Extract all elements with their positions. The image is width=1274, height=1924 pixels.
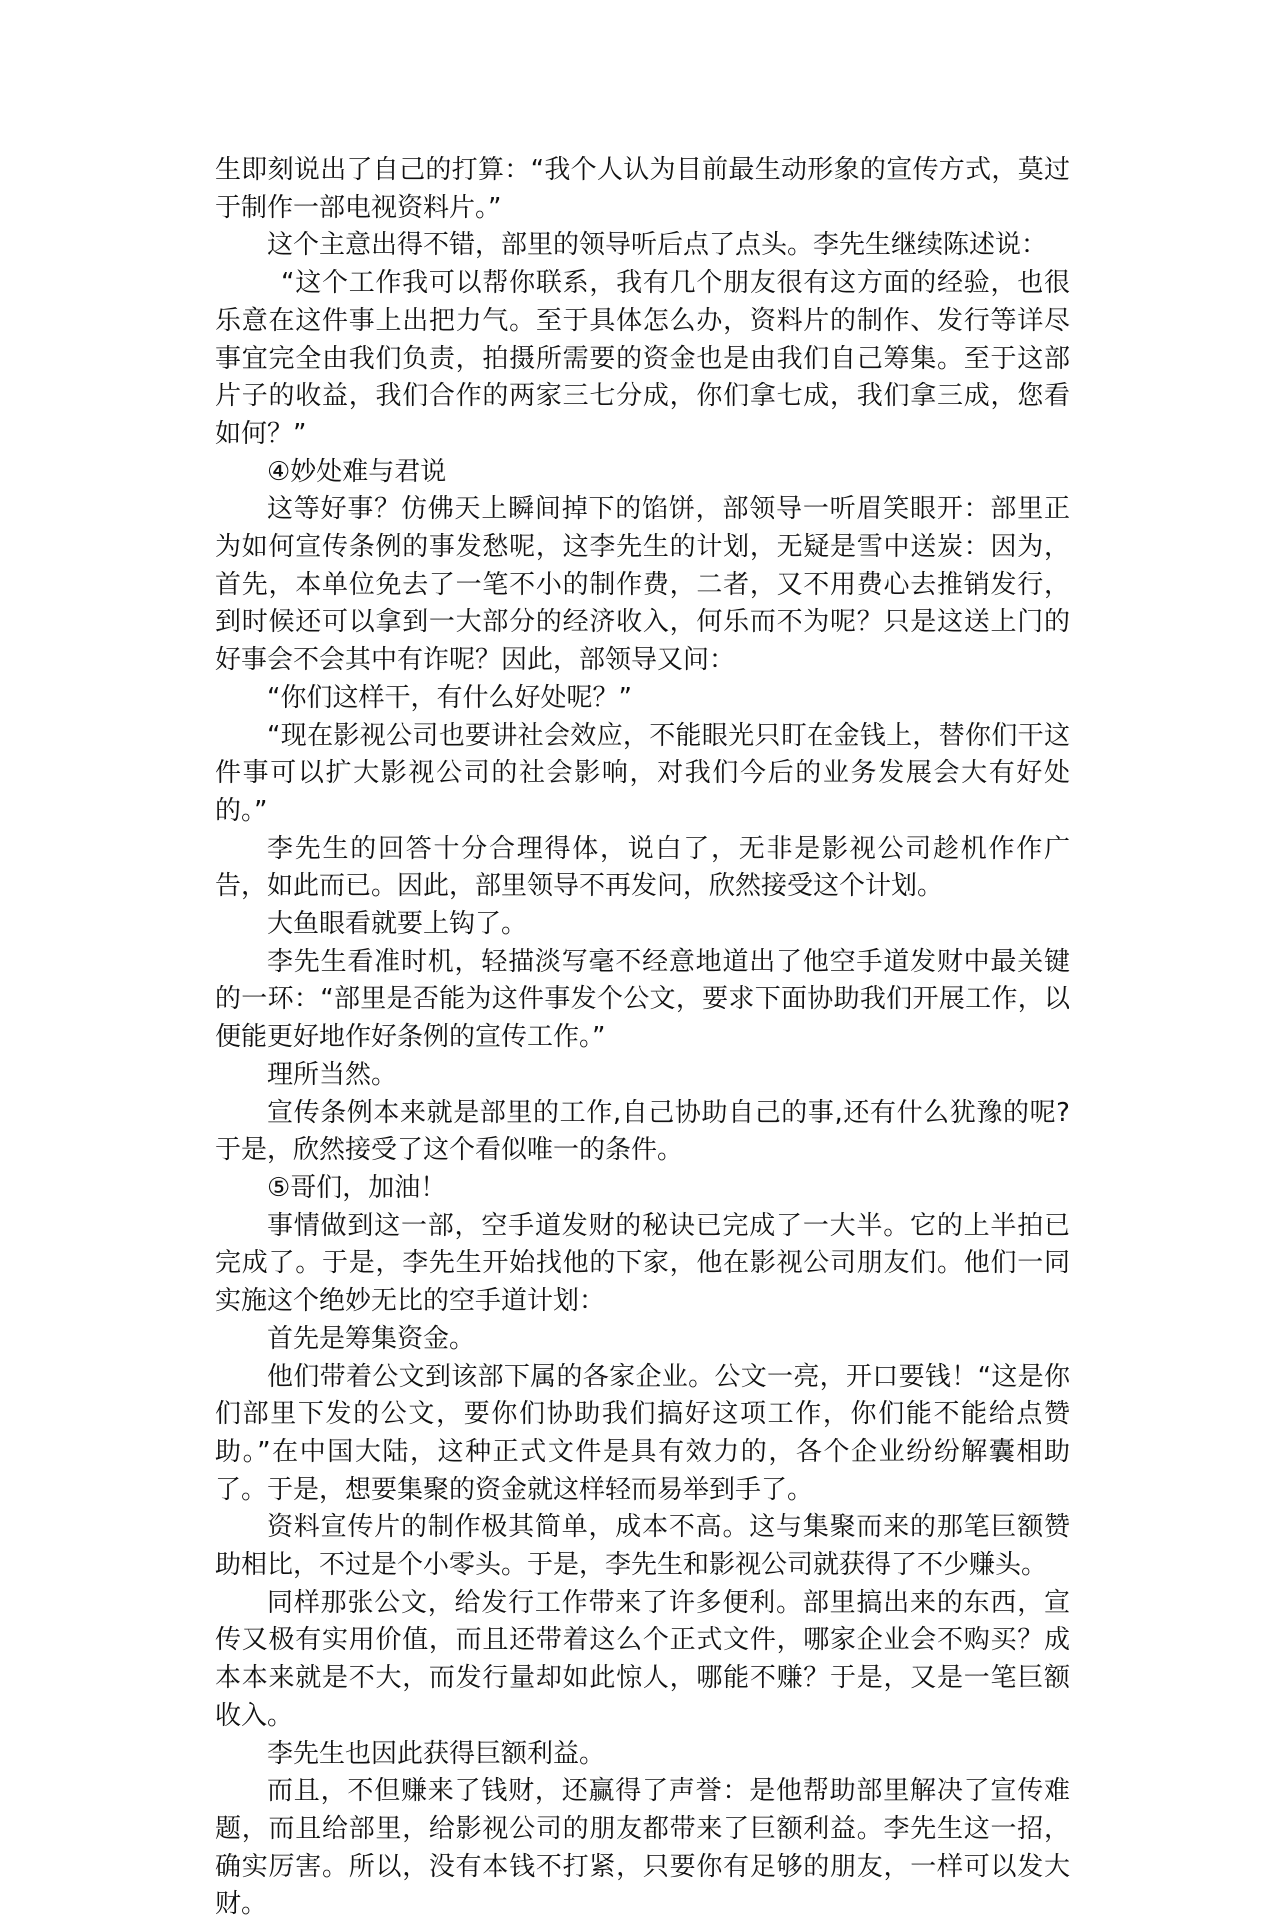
paragraph: 首先是筹集资金。 (267, 1323, 476, 1354)
paragraph: 而且，不但赚来了钱财，还赢得了声誉：是他帮助部里解决了宣传难题，而且给部里，给影视公司的朋友都带来了巨额利益。李先生这一招，确实厉害。所以，没有本钱不打紧，只要你有足够的朋友，一样可以发大财。 (215, 1776, 1070, 1920)
paragraph: “你们这样干，有什么好处呢？” (267, 682, 632, 713)
paragraph: 同样那张公文，给发行工作带来了许多便利。部里搞出来的东西，宣传又极有实用价值，而且还带着这么个正式文件，哪家企业会不购买？成本本来就是不大，而发行量却如此惊人，哪能不赚？于是，又是一笔巨额收入。 (215, 1587, 1070, 1731)
paragraph: 资料宣传片的制作极其简单，成本不高。这与集聚而来的那笔巨额赞助相比，不过是个小零头。于是，李先生和影视公司就获得了不少赚头。 (215, 1512, 1070, 1581)
paragraph: 大鱼眼看就要上钩了。 (267, 909, 528, 940)
paragraph: 事情做到这一部，空手道发财的秘诀已完成了一大半。它的上半拍已完成了。于是，李先生开始找他的下家，他在影视公司朋友们。他们一同实施这个绝妙无比的空手道计划： (215, 1210, 1070, 1317)
section-heading: ④妙处难与君说 (267, 456, 447, 487)
paragraph: 这等好事？仿佛天上瞬间掉下的馅饼，部领导一听眉笑眼开：部里正为如何宣传条例的事发愁呢，这李先生的计划，无疑是雪中送炭：因为，首先，本单位免去了一笔不小的制作费，二者，又不用费心去推销发行，到时候还可以拿到一大部分的经济收入，何乐而不为呢？只是这送上门的好事会不会其中有诈呢？因此，部领导又问： (215, 494, 1070, 676)
body-text (215, 152, 1070, 1924)
paragraph: 他们带着公文到该部下属的各家企业。公文一亮，开口要钱！“这是你们部里下发的公文，要你们协助我们搞好这项工作，你们能不能给点赞助。”在中国大陆，这种正式文件是具有效力的，各个企业纷纷解囊相助了。于是，想要集聚的资金就这样轻而易举到手了。 (215, 1361, 1070, 1505)
paragraph: 李先生的回答十分合理得体，说白了，无非是影视公司趁机作作广告，如此而已。因此，部里领导不再发问，欣然接受这个计划。 (215, 833, 1070, 902)
paragraph: “现在影视公司也要讲社会效应，不能眼光只盯在金钱上，替你们干这件事可以扩大影视公司的社会影响，对我们今后的业务发展会大有好处的。” (215, 720, 1070, 826)
paragraph: 李先生看准时机，轻描淡写毫不经意地道出了他空手道发财中最关键的一环：“部里是否能为这件事发个公文，要求下面协助我们开展工作，以便能更好地作好条例的宣传工作。” (215, 946, 1070, 1053)
paragraph: 理所当然。 (267, 1059, 398, 1090)
paragraph: 李先生也因此获得巨额利益。 (267, 1738, 606, 1769)
paragraph: 这个主意出得不错，部里的领导听后点了点头。李先生继续陈述说： (267, 230, 1048, 261)
paragraph: 生即刻说出了自己的打算：“我个人认为目前最生动形象的宣传方式，莫过于制作一部电视资料片。” (215, 155, 1070, 223)
section-heading: ⑤哥们，加油！ (267, 1172, 447, 1203)
paragraph: “这个工作我可以帮你联系，我有几个朋友很有这方面的经验，也很乐意在这件事上出把力气。至于具体怎么办，资料片的制作、发行等详尽事宜完全由我们负责，拍摄所需要的资金也是由我们自己筹集。至于这部片子的收益，我们合作的两家三七分成，你们拿七成，我们拿三成，您看如何？” (215, 268, 1070, 449)
paragraph: 宣传条例本来就是部里的工作,自己协助自己的事,还有什么犹豫的呢?于是，欣然接受了这个看似唯一的条件。 (215, 1097, 1070, 1166)
